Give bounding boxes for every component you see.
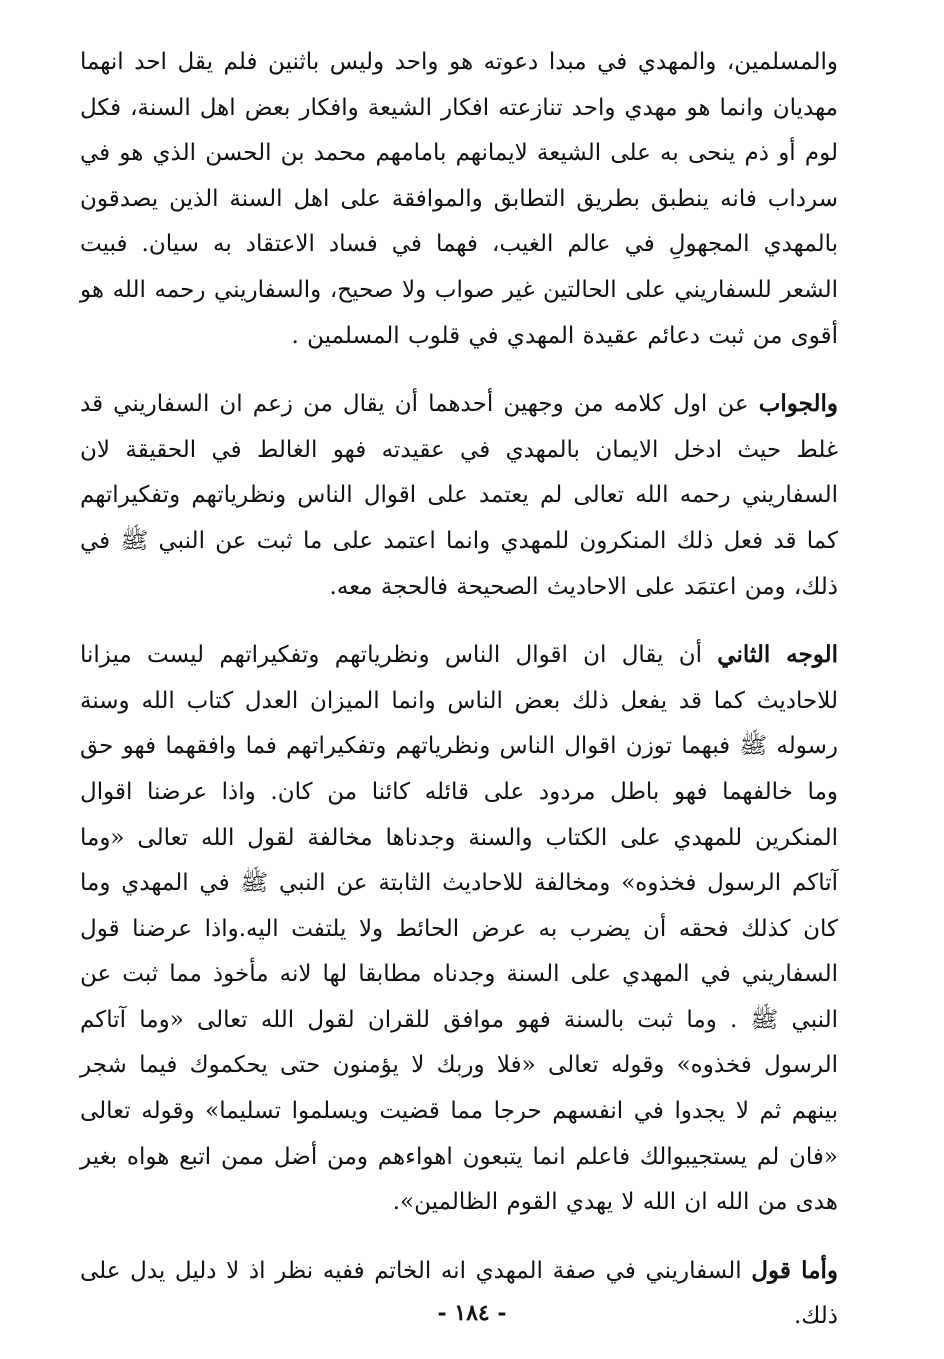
- paragraph-2-lead: والجواب: [758, 390, 839, 418]
- page-number: - ١٨٤ -: [437, 1300, 507, 1326]
- paragraph-3-text: أن يقال ان اقوال الناس ونظرياتهم وتفكيراتهم ليست ميزانا للاحاديث كما قد يفعل ذلك بعض الناس وانما الميزان العدل كتاب الله وسنة رسوله ﷺ فبهما توزن اقوال الناس ونظرياتهم وتفكيراتهم فما وافقهما فهو حق وما خالفهما فهو باطل مردود على قائله كائنا من كان. واذا عرضنا اقوال المنكرين للمهدي على الكتاب والسنة وجدناها مخالفة لقول الله تعالى «وما آتاكم الرسول فخذوه» ومخالفة للاحاديث الثابتة عن النبي ﷺ في المهدي وما كان كذلك فحقه أن يضرب به عرض الحائط ولا يلتفت اليه.واذا عرضنا قول السفاريني في المهدي على السنة وجدناه مطابقا لها لانه مأخوذ مما ثبت عن النبي ﷺ . وما ثبت بالسنة فهو موافق للقران لقول الله تعالى «وما آتاكم الرسول فخذوه» وقوله تعالى «فلا وربك لا يؤمنون حتى يحكموك فيما شجر بينهم ثم لا يجدوا في انفسهم حرجا مما قضيت ويسلموا تسليما» وقوله تعالى «فان لم يستجيبوالك فاعلم انما يتبعون اهواءهم ومن أضل ممن اتبع هواه بغير هدى من الله ان الله لا يهدي القوم الظالمين».: [80, 642, 838, 1216]
- paragraph-1-text: والمسلمين، والمهدي في مبدا دعوته هو واحد وليس باثنين فلم يقل احد انهما مهديان وانما هو مهدي واحد تنازعته افكار الشيعة وافكار بعض اهل السنة، فكل لوم أو ذم ينحى به على الشيعة لايمانهم بامامهم محمد بن الحسن الذي هو في سرداب فانه ينطبق بطريق التطابق والموافقة على اهل السنة الذين يصدقون بالمهدي المجهولِ في عالم الغيب، فهما في فساد الاعتقاد به سيان. فبيت الشعر للسفاريني على الحالتين غير صواب ولا صحيح، والسفاريني رحمه الله هو أقوى من ثبت دعائم عقيدة المهدي في قلوب المسلمين .: [80, 49, 838, 349]
- paragraph-3: [80, 632, 838, 1226]
- paragraph-2-text: عن اول كلامه من وجهين أحدهما أن يقال من زعم ان السفاريني قد غلط حيث ادخل الايمان بالمهدي في عقيدته فهو الغالط في الحقيقة لان السفاريني رحمه الله تعالى لم يعتمد على اقوال الناس ونظرياتهم وتفكيراتهم كما قد فعل ذلك المنكرون للمهدي وانما اعتمد على ما ثبت عن النبي ﷺ في ذلك، ومن اعتمَد على الاحاديث الصحيحة فالحجة معه.: [80, 391, 838, 600]
- paragraph-3-lead: الوجه الثاني: [717, 641, 839, 669]
- paragraph-4: [80, 1248, 838, 1340]
- paragraph-2: [80, 381, 838, 610]
- paragraph-1: [80, 40, 838, 359]
- paragraph-4-text: السفاريني في صفة المهدي انه الخاتم ففيه نظر اذ لا دليل يدل على ذلك.: [80, 1257, 838, 1330]
- paragraph-4-lead: وأما قول: [751, 1256, 839, 1284]
